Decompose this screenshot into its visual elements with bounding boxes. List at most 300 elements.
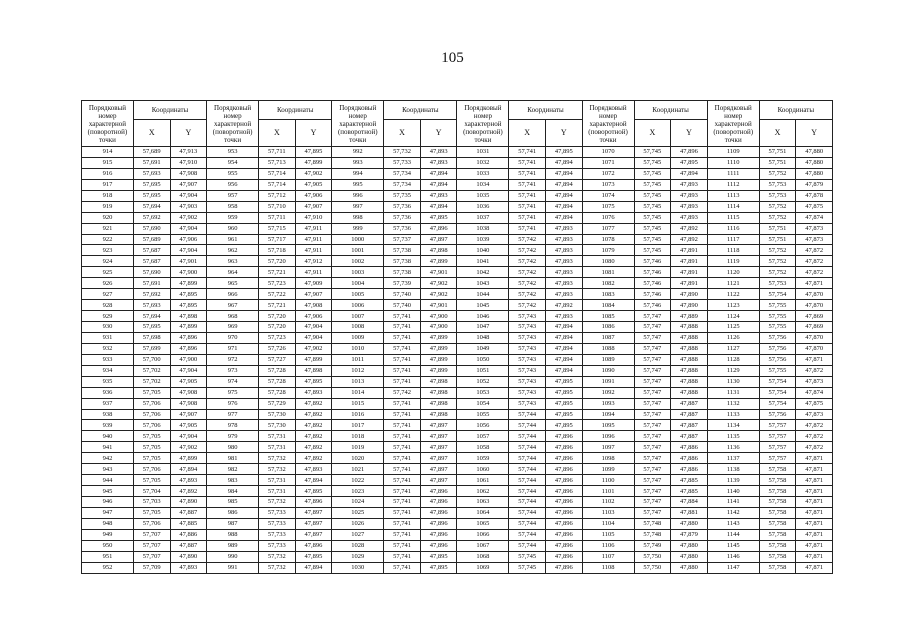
point-number-cell: 987: [207, 518, 259, 529]
point-number-cell: 979: [207, 431, 259, 442]
point-number-cell: 948: [82, 518, 134, 529]
table-row: [82, 278, 833, 289]
y-cell: 47,896: [545, 464, 582, 475]
x-cell: 57,742: [509, 256, 546, 267]
point-number-cell: 932: [82, 343, 134, 354]
point-number-cell: 1078: [582, 234, 634, 245]
y-cell: 47,895: [671, 157, 708, 168]
x-cell: 57,758: [759, 497, 796, 508]
point-number-cell: 944: [82, 475, 134, 486]
x-cell: 57,747: [634, 409, 671, 420]
point-number-cell: 974: [207, 376, 259, 387]
point-number-cell: 1052: [457, 376, 509, 387]
x-cell: 57,738: [384, 245, 421, 256]
y-cell: 47,904: [170, 245, 207, 256]
point-number-cell: 1079: [582, 245, 634, 256]
y-cell: 47,907: [295, 289, 332, 300]
y-cell: 47,880: [671, 518, 708, 529]
y-cell: 47,896: [545, 442, 582, 453]
y-cell: 47,904: [295, 322, 332, 333]
point-number-cell: 1038: [457, 223, 509, 234]
table-row: [82, 234, 833, 245]
point-number-cell: 1135: [707, 431, 759, 442]
point-number-cell: 1016: [332, 409, 384, 420]
point-number-cell: 1110: [707, 157, 759, 168]
y-cell: 47,887: [170, 507, 207, 518]
y-cell: 47,872: [796, 431, 833, 442]
x-cell: 57,741: [384, 311, 421, 322]
point-number-cell: 965: [207, 278, 259, 289]
x-cell: 57,747: [634, 431, 671, 442]
point-number-cell: 1039: [457, 234, 509, 245]
x-cell: 57,743: [509, 332, 546, 343]
x-cell: 57,747: [634, 311, 671, 322]
y-cell: 47,893: [545, 289, 582, 300]
point-number-cell: 998: [332, 212, 384, 223]
y-cell: 47,888: [671, 332, 708, 343]
y-cell: 47,908: [170, 168, 207, 179]
x-cell: 57,731: [259, 442, 296, 453]
point-number-cell: 1000: [332, 234, 384, 245]
y-cell: 47,896: [420, 529, 457, 540]
y-cell: 47,906: [295, 311, 332, 322]
y-cell: 47,879: [671, 529, 708, 540]
x-cell: 57,736: [384, 212, 421, 223]
point-number-cell: 1013: [332, 376, 384, 387]
x-cell: 57,751: [759, 223, 796, 234]
x-cell: 57,741: [384, 453, 421, 464]
y-cell: 47,906: [295, 190, 332, 201]
x-cell: 57,726: [259, 343, 296, 354]
point-number-cell: 1074: [582, 190, 634, 201]
y-cell: 47,880: [671, 551, 708, 562]
x-cell: 57,752: [759, 245, 796, 256]
header-point-line: точки: [724, 135, 742, 144]
x-cell: 57,709: [133, 562, 170, 573]
y-cell: 47,894: [295, 475, 332, 486]
point-number-cell: 1124: [707, 311, 759, 322]
point-number-cell: 1093: [582, 398, 634, 409]
y-cell: 47,913: [170, 147, 207, 158]
point-number-cell: 1087: [582, 332, 634, 343]
point-number-cell: 1073: [582, 179, 634, 190]
y-cell: 47,874: [796, 387, 833, 398]
y-cell: 47,895: [295, 551, 332, 562]
point-number-cell: 1031: [457, 147, 509, 158]
y-cell: 47,894: [545, 365, 582, 376]
point-number-cell: 1018: [332, 431, 384, 442]
x-cell: 57,738: [384, 267, 421, 278]
y-cell: 47,895: [170, 289, 207, 300]
x-cell: 57,718: [259, 245, 296, 256]
header-point-line: характерной: [214, 119, 252, 128]
x-cell: 57,732: [259, 497, 296, 508]
point-number-cell: 1049: [457, 343, 509, 354]
x-cell: 57,693: [133, 168, 170, 179]
table-body: [82, 147, 833, 574]
table-row: [82, 398, 833, 409]
point-number-cell: 921: [82, 223, 134, 234]
x-cell: 57,746: [634, 267, 671, 278]
x-cell: 57,740: [384, 289, 421, 300]
y-cell: 47,897: [420, 464, 457, 475]
point-number-cell: 949: [82, 529, 134, 540]
y-cell: 47,894: [545, 343, 582, 354]
x-cell: 57,747: [634, 322, 671, 333]
point-number-cell: 1117: [707, 234, 759, 245]
y-cell: 47,871: [796, 354, 833, 365]
x-cell: 57,741: [509, 190, 546, 201]
point-number-cell: 1131: [707, 387, 759, 398]
x-cell: 57,741: [509, 179, 546, 190]
x-cell: 57,744: [509, 475, 546, 486]
point-number-cell: 955: [207, 168, 259, 179]
y-cell: 47,895: [170, 300, 207, 311]
point-number-cell: 982: [207, 464, 259, 475]
point-number-cell: 964: [207, 267, 259, 278]
point-number-cell: 957: [207, 190, 259, 201]
point-number-cell: 1109: [707, 147, 759, 158]
point-number-cell: 1024: [332, 497, 384, 508]
point-number-cell: 1028: [332, 540, 384, 551]
x-cell: 57,741: [384, 409, 421, 420]
y-cell: 47,896: [170, 343, 207, 354]
y-cell: 47,894: [545, 157, 582, 168]
x-cell: 57,702: [133, 376, 170, 387]
y-cell: 47,895: [420, 212, 457, 223]
point-number-cell: 1121: [707, 278, 759, 289]
y-cell: 47,896: [420, 540, 457, 551]
x-cell: 57,706: [133, 398, 170, 409]
point-number-cell: 1089: [582, 354, 634, 365]
x-cell: 57,745: [634, 212, 671, 223]
y-cell: 47,895: [545, 147, 582, 158]
x-cell: 57,741: [384, 497, 421, 508]
x-cell: 57,758: [759, 540, 796, 551]
point-number-cell: 959: [207, 212, 259, 223]
point-number-cell: 1145: [707, 540, 759, 551]
y-cell: 47,910: [170, 157, 207, 168]
point-number-cell: 960: [207, 223, 259, 234]
point-number-cell: 995: [332, 179, 384, 190]
y-cell: 47,893: [671, 179, 708, 190]
table-header: [82, 101, 833, 147]
y-cell: 47,900: [170, 354, 207, 365]
x-cell: 57,744: [509, 518, 546, 529]
x-cell: 57,691: [133, 157, 170, 168]
x-cell: 57,747: [634, 420, 671, 431]
point-number-cell: 976: [207, 398, 259, 409]
point-number-cell: 941: [82, 442, 134, 453]
x-cell: 57,689: [133, 147, 170, 158]
y-cell: 47,893: [545, 245, 582, 256]
point-number-cell: 1015: [332, 398, 384, 409]
y-cell: 47,880: [796, 147, 833, 158]
point-number-cell: 937: [82, 398, 134, 409]
x-cell: 57,741: [384, 507, 421, 518]
x-cell: 57,755: [759, 322, 796, 333]
table-row: [82, 365, 833, 376]
x-cell: 57,747: [634, 354, 671, 365]
x-cell: 57,744: [509, 420, 546, 431]
point-number-cell: 1048: [457, 332, 509, 343]
x-cell: 57,741: [509, 201, 546, 212]
y-cell: 47,898: [420, 245, 457, 256]
x-cell: 57,735: [384, 190, 421, 201]
point-number-cell: 935: [82, 376, 134, 387]
point-number-cell: 1097: [582, 442, 634, 453]
y-cell: 47,892: [545, 300, 582, 311]
point-number-cell: 1003: [332, 267, 384, 278]
y-cell: 47,908: [295, 300, 332, 311]
x-cell: 57,741: [384, 442, 421, 453]
point-number-cell: 931: [82, 332, 134, 343]
y-cell: 47,894: [545, 201, 582, 212]
point-number-cell: 1002: [332, 256, 384, 267]
y-cell: 47,904: [170, 223, 207, 234]
table-row: [82, 540, 833, 551]
header-point-line: точки: [349, 135, 367, 144]
x-cell: 57,732: [259, 464, 296, 475]
table-row: [82, 201, 833, 212]
x-cell: 57,754: [759, 398, 796, 409]
x-cell: 57,741: [384, 322, 421, 333]
y-cell: 47,899: [295, 354, 332, 365]
point-number-cell: 1125: [707, 322, 759, 333]
point-number-cell: 1119: [707, 256, 759, 267]
point-number-cell: 1040: [457, 245, 509, 256]
x-cell: 57,707: [133, 529, 170, 540]
point-number-cell: 1043: [457, 278, 509, 289]
header-x: X: [759, 120, 796, 147]
x-cell: 57,741: [384, 518, 421, 529]
x-cell: 57,746: [634, 278, 671, 289]
point-number-cell: 1132: [707, 398, 759, 409]
point-number-cell: 1127: [707, 343, 759, 354]
x-cell: 57,695: [133, 179, 170, 190]
x-cell: 57,705: [133, 507, 170, 518]
point-number-cell: 922: [82, 234, 134, 245]
y-cell: 47,892: [671, 234, 708, 245]
x-cell: 57,749: [634, 540, 671, 551]
y-cell: 47,892: [295, 431, 332, 442]
y-cell: 47,893: [545, 223, 582, 234]
header-point-line: Порядковый: [339, 103, 377, 112]
point-number-cell: 1050: [457, 354, 509, 365]
x-cell: 57,745: [509, 562, 546, 573]
x-cell: 57,757: [759, 431, 796, 442]
x-cell: 57,752: [759, 168, 796, 179]
x-cell: 57,736: [384, 201, 421, 212]
x-cell: 57,728: [259, 365, 296, 376]
y-cell: 47,899: [420, 343, 457, 354]
y-cell: 47,898: [420, 409, 457, 420]
x-cell: 57,720: [259, 322, 296, 333]
x-cell: 57,742: [509, 267, 546, 278]
y-cell: 47,895: [545, 387, 582, 398]
x-cell: 57,742: [509, 300, 546, 311]
header-point-number: [457, 101, 509, 147]
y-cell: 47,905: [170, 420, 207, 431]
point-number-cell: 926: [82, 278, 134, 289]
point-number-cell: 1140: [707, 486, 759, 497]
header-point-line: характерной: [88, 119, 126, 128]
x-cell: 57,745: [509, 551, 546, 562]
y-cell: 47,902: [170, 442, 207, 453]
point-number-cell: 1025: [332, 507, 384, 518]
point-number-cell: 1056: [457, 420, 509, 431]
point-number-cell: 1118: [707, 245, 759, 256]
point-number-cell: 1014: [332, 387, 384, 398]
x-cell: 57,757: [759, 453, 796, 464]
x-cell: 57,712: [259, 190, 296, 201]
x-cell: 57,758: [759, 507, 796, 518]
y-cell: 47,881: [671, 507, 708, 518]
x-cell: 57,743: [509, 343, 546, 354]
point-number-cell: 1051: [457, 365, 509, 376]
y-cell: 47,871: [796, 278, 833, 289]
x-cell: 57,687: [133, 245, 170, 256]
x-cell: 57,747: [634, 387, 671, 398]
x-cell: 57,705: [133, 431, 170, 442]
y-cell: 47,899: [420, 354, 457, 365]
point-number-cell: 924: [82, 256, 134, 267]
header-point-line: точки: [224, 135, 242, 144]
x-cell: 57,703: [133, 497, 170, 508]
point-number-cell: 1085: [582, 311, 634, 322]
y-cell: 47,895: [295, 486, 332, 497]
y-cell: 47,896: [545, 551, 582, 562]
y-cell: 47,885: [671, 486, 708, 497]
x-cell: 57,752: [759, 201, 796, 212]
x-cell: 57,729: [259, 398, 296, 409]
point-number-cell: 986: [207, 507, 259, 518]
table-row: [82, 289, 833, 300]
x-cell: 57,722: [259, 289, 296, 300]
y-cell: 47,896: [545, 431, 582, 442]
point-number-cell: 943: [82, 464, 134, 475]
point-number-cell: 1102: [582, 497, 634, 508]
header-point-line: номер: [724, 111, 743, 120]
point-number-cell: 1023: [332, 486, 384, 497]
y-cell: 47,878: [796, 190, 833, 201]
x-cell: 57,732: [259, 453, 296, 464]
point-number-cell: 945: [82, 486, 134, 497]
table-row: [82, 486, 833, 497]
y-cell: 47,894: [545, 354, 582, 365]
point-number-cell: 951: [82, 551, 134, 562]
x-cell: 57,756: [759, 343, 796, 354]
point-number-cell: 1134: [707, 420, 759, 431]
y-cell: 47,871: [796, 518, 833, 529]
x-cell: 57,706: [133, 409, 170, 420]
point-number-cell: 953: [207, 147, 259, 158]
x-cell: 57,741: [384, 540, 421, 551]
x-cell: 57,741: [384, 420, 421, 431]
y-cell: 47,904: [170, 431, 207, 442]
x-cell: 57,744: [509, 507, 546, 518]
y-cell: 47,871: [796, 486, 833, 497]
y-cell: 47,896: [420, 507, 457, 518]
x-cell: 57,746: [634, 289, 671, 300]
y-cell: 47,908: [170, 387, 207, 398]
point-number-cell: 1103: [582, 507, 634, 518]
point-number-cell: 936: [82, 387, 134, 398]
x-cell: 57,713: [259, 157, 296, 168]
point-number-cell: 1106: [582, 540, 634, 551]
x-cell: 57,737: [384, 234, 421, 245]
point-number-cell: 1030: [332, 562, 384, 573]
y-cell: 47,894: [420, 168, 457, 179]
y-cell: 47,875: [796, 398, 833, 409]
point-number-cell: 1061: [457, 475, 509, 486]
point-number-cell: 1091: [582, 376, 634, 387]
header-coordinates: Координаты: [759, 101, 832, 120]
x-cell: 57,689: [133, 234, 170, 245]
x-cell: 57,707: [133, 540, 170, 551]
point-number-cell: 1053: [457, 387, 509, 398]
y-cell: 47,892: [170, 486, 207, 497]
header-point-number: [332, 101, 384, 147]
point-number-cell: 920: [82, 212, 134, 223]
point-number-cell: 1060: [457, 464, 509, 475]
y-cell: 47,894: [545, 212, 582, 223]
point-number-cell: 1010: [332, 343, 384, 354]
y-cell: 47,890: [671, 300, 708, 311]
point-number-cell: 1126: [707, 332, 759, 343]
y-cell: 47,892: [295, 420, 332, 431]
point-number-cell: 1099: [582, 464, 634, 475]
point-number-cell: 1133: [707, 409, 759, 420]
x-cell: 57,751: [759, 157, 796, 168]
point-number-cell: 1139: [707, 475, 759, 486]
x-cell: 57,733: [259, 529, 296, 540]
point-number-cell: 1011: [332, 354, 384, 365]
y-cell: 47,887: [671, 409, 708, 420]
point-number-cell: 1143: [707, 518, 759, 529]
header-point-line: точки: [474, 135, 492, 144]
x-cell: 57,723: [259, 332, 296, 343]
x-cell: 57,741: [384, 365, 421, 376]
table-row: [82, 245, 833, 256]
x-cell: 57,741: [384, 343, 421, 354]
x-cell: 57,748: [634, 518, 671, 529]
y-cell: 47,894: [545, 179, 582, 190]
header-coordinates: Координаты: [509, 101, 582, 120]
x-cell: 57,744: [509, 486, 546, 497]
point-number-cell: 968: [207, 311, 259, 322]
y-cell: 47,895: [545, 398, 582, 409]
point-number-cell: 1035: [457, 190, 509, 201]
x-cell: 57,751: [759, 147, 796, 158]
point-number-cell: 1063: [457, 497, 509, 508]
header-point-line: Порядковый: [214, 103, 252, 112]
point-number-cell: 972: [207, 354, 259, 365]
header-point-line: (поворотной): [588, 127, 628, 136]
y-cell: 47,896: [545, 453, 582, 464]
point-number-cell: 1075: [582, 201, 634, 212]
y-cell: 47,897: [295, 518, 332, 529]
x-cell: 57,747: [634, 464, 671, 475]
table-row: [82, 168, 833, 179]
y-cell: 47,900: [170, 267, 207, 278]
point-number-cell: 981: [207, 453, 259, 464]
point-number-cell: 1076: [582, 212, 634, 223]
y-cell: 47,873: [796, 376, 833, 387]
y-cell: 47,911: [295, 267, 332, 278]
header-point-number: [707, 101, 759, 147]
x-cell: 57,734: [384, 168, 421, 179]
